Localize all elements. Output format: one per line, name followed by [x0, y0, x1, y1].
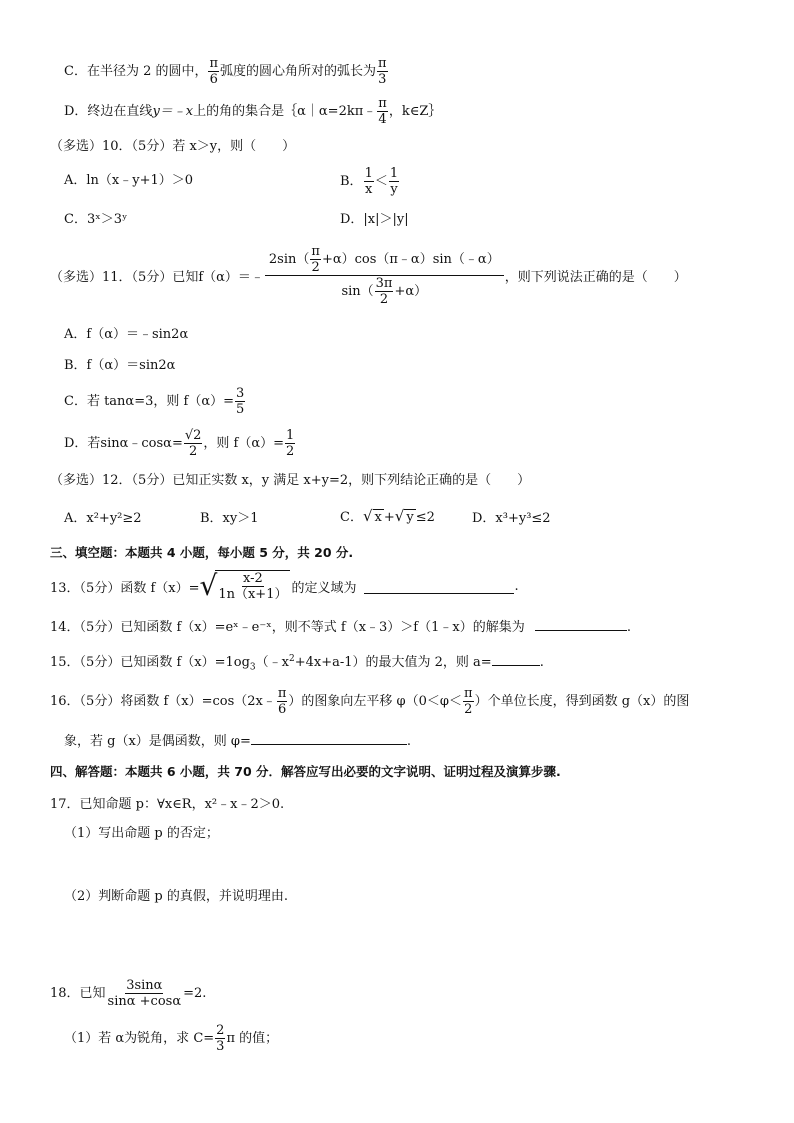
fraction: $\frac{3}{5}$ — [235, 386, 245, 417]
q12-option-c: C．√ x +√ y ≤2 — [340, 507, 435, 525]
big-fraction: 2sin（ $\frac{\pi}{2}$ +α）cos（π﹣α）sin（﹣α） sin（ $\frac{3\pi}{2}$ +α） — [265, 244, 504, 307]
answer-blank[interactable] — [251, 732, 407, 745]
fraction: $\frac{x-2}{1n(x+1)}$ — [215, 570, 290, 602]
fraction: $\frac{\pi}{4}$ — [378, 96, 387, 127]
fraction: $\frac{1}{x}$ — [364, 166, 373, 197]
q17-part1: （1）写出命题 p 的否定； — [64, 826, 219, 841]
q12-stem: （多选）12．（5分）已知正实数 x，y 满足 x+y=2，则下列结论正确的是（ ） — [50, 473, 531, 488]
section-3-heading: 三、填空题：本题共 4 小题，每小题 5 分，共 20 分. — [50, 545, 354, 560]
q10-option-c: C．3ˣ＞3ʸ — [64, 212, 128, 227]
q17-stem: 17．已知命题 p：∀x∈R，x²﹣x﹣2＞0. — [50, 797, 285, 812]
q9-option-d: D．终边在直线y＝﹣x上的角的集合是｛α｜α=2kπ﹣ $\frac{\pi}{4}$ ，k∈Z｝ — [64, 96, 442, 127]
q16-line1: 16．（5分）将函数 f（x）=cos（2x﹣ $\frac{\pi}{6}$ ）的图象向左平移 φ（0＜φ＜ $\frac{\pi}{2}$ ）个单位长度，得到函数 g（x）的图 — [50, 686, 690, 717]
q11-stem: （多选）11．（5分）已知f（α）＝﹣ 2sin（ $\frac{\pi}{2}$ +α）cos（π﹣α）sin（﹣α） sin（ $\frac{3\pi}{2}$ +α） ，则下列说法正确的是（ ） — [50, 244, 687, 307]
answer-blank[interactable] — [492, 653, 540, 666]
fraction: $\frac{1}{y}$ — [389, 166, 399, 197]
q11-option-a: A．f（α）＝﹣sin2α — [64, 327, 189, 342]
q13: 13．（5分）函数 f（x）= √ $\frac{x-2}{1n(x+1)}$ 的定义域为 . — [50, 569, 519, 602]
q12-option-b: B．xy＞1 — [200, 511, 259, 526]
q11-option-b: B．f（α）＝sin2α — [64, 358, 176, 373]
q9-option-c: C．在半径为 2 的圆中， $\frac{\pi}{6}$ 弧度的圆心角所对的弧长为 $\frac{\pi}{3}$ — [64, 56, 387, 87]
fraction: $\frac{1}{2}$ — [286, 428, 295, 459]
q10-option-b: B． $\frac{1}{x}$ ＜ $\frac{1}{y}$ — [340, 166, 399, 197]
q12-option-a: A．x²+y²≥2 — [64, 511, 142, 526]
fraction: $\frac{\pi}{6}$ — [209, 56, 219, 87]
q10-option-a: A．ln（x﹣y+1）＞0 — [64, 173, 194, 188]
q10-option-d: D．|x|＞|y| — [340, 212, 409, 227]
fraction: $\frac{3\sin\alpha}{\sin\alpha +\cos\alpha}$ — [107, 978, 182, 1009]
answer-blank[interactable] — [535, 618, 627, 631]
q11-option-d: D．若sinα﹣cosα= $\frac{√2}{2}$ ，则 f（α）= $\frac{1}{2}$ — [64, 428, 295, 459]
answer-blank[interactable] — [364, 579, 514, 594]
fraction: $\frac{\pi}{6}$ — [277, 686, 287, 717]
fraction: $\frac{2}{3}$ — [216, 1023, 225, 1054]
q17-part2: （2）判断命题 p 的真假，并说明理由. — [64, 889, 288, 904]
q15: 15．（5分）已知函数 $f(x)=1og_3(﹣x^2+4x+a-1)$的最大值为 2，则 a= . — [50, 654, 544, 673]
fraction: $\frac{\pi}{2}$ — [464, 686, 473, 717]
q18-stem: 18．已知 $\frac{3\sin\alpha}{\sin\alpha +\cos\alpha}$ =2. — [50, 978, 207, 1009]
q16-line2: 象，若 g（x）是偶函数，则 φ= . — [64, 734, 412, 749]
q11-option-c: C．若 tanα=3，则 f（α）= $\frac{3}{5}$ — [64, 386, 245, 417]
q12-option-d: D．x³+y³≤2 — [472, 511, 551, 526]
q14: 14．（5分）已知函数 f（x）=eˣ﹣e⁻ˣ，则不等式 f（x﹣3）＞f（1﹣x）的解集为 . — [50, 620, 631, 635]
section-4-heading: 四、解答题：本题共 6 小题，共 70 分．解答应写出必要的文字说明、证明过程及演算步骤. — [50, 764, 561, 779]
q10-stem: （多选）10．（5分）若 x＞y，则（ ） — [50, 139, 296, 154]
fraction: $\frac{\pi}{3}$ — [378, 56, 387, 87]
fraction: $\frac{√2}{2}$ — [184, 428, 202, 459]
q18-part1: （1）若 α为锐角，求 C= $\frac{2}{3}$ π 的值； — [64, 1023, 279, 1054]
